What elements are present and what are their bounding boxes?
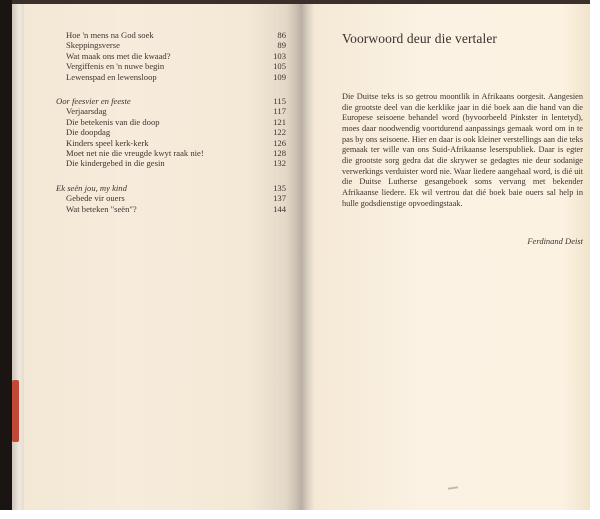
toc-entry-page: 105: [273, 61, 286, 72]
toc-entry-title: Die betekenis van die doop: [66, 116, 160, 127]
bottom-margin: [0, 510, 600, 519]
toc-entry: [56, 51, 286, 61]
toc-entry-title: Wat beteken "seën"?: [66, 203, 137, 214]
toc-heading: [56, 96, 286, 106]
translator-signature: Ferdinand Deist: [527, 236, 583, 246]
toc-entry-title: Die doopdag: [66, 127, 111, 138]
toc-section: [56, 96, 286, 169]
toc-entry: [56, 127, 286, 137]
toc-entry-page: 128: [273, 148, 286, 159]
toc-entry-title: Die kindergebed in die gesin: [66, 158, 165, 169]
toc-entry-title: Gebede vir ouers: [66, 193, 125, 204]
toc-section: [56, 30, 286, 82]
toc-entry: [56, 72, 286, 82]
toc-entry-page: 144: [273, 203, 286, 214]
toc-entry-page: 103: [273, 50, 286, 61]
toc-entry-title: Wat maak ons met die kwaad?: [66, 50, 171, 61]
toc-section: [56, 183, 286, 214]
toc-entry-page: 86: [277, 30, 286, 40]
foreword-title: Voorwoord deur die vertaler: [342, 31, 498, 46]
table-of-contents: [56, 30, 286, 222]
toc-entry-title: Skeppingsverse: [66, 40, 120, 51]
toc-entry-page: 126: [273, 137, 286, 148]
toc-entry-page: 137: [273, 193, 286, 204]
toc-entry-title: Hoe 'n mens na God soek: [66, 30, 154, 40]
toc-entry: [56, 148, 286, 158]
toc-entry: [56, 40, 286, 50]
book-gutter: [286, 4, 314, 510]
book-cover-edge: [0, 0, 12, 510]
toc-heading-title: Oor feesvier en feeste: [56, 96, 131, 107]
toc-entry: [56, 193, 286, 203]
right-margin: [590, 0, 600, 519]
toc-entry-title: Lewenspad en lewensloop: [66, 71, 157, 82]
toc-entry: [56, 106, 286, 116]
toc-heading-page: 115: [273, 96, 286, 107]
toc-entry: [56, 158, 286, 168]
toc-heading-page: 135: [273, 182, 286, 193]
toc-entry-title: Kinders speel kerk-kerk: [66, 137, 149, 148]
right-page: [314, 4, 590, 510]
toc-entry-page: 121: [273, 116, 286, 127]
toc-entry: [56, 61, 286, 71]
toc-entry-page: 132: [273, 158, 286, 169]
toc-entry: [56, 204, 286, 214]
toc-entry-title: Vergiffenis en 'n nuwe begin: [66, 61, 165, 72]
toc-entry-page: 117: [273, 106, 286, 117]
toc-heading: [56, 183, 286, 193]
toc-entry-title: Moet net nie die vreugde kwyt raak nie!: [66, 148, 204, 159]
toc-entry: [56, 30, 286, 40]
red-bookmark-tab: [12, 380, 19, 442]
toc-heading-title: Ek seën jou, my kind: [56, 182, 127, 193]
toc-entry: [56, 138, 286, 148]
toc-entry-page: 89: [277, 40, 286, 51]
toc-entry: [56, 117, 286, 127]
foreword-body: Die Duitse teks is so getrou moontlik in Afrikaans oorgesit. Aangesien die grootste deel van die kerklike jaar in dié boek aan die hand van die Europese seisoene behandel word (byvoorbeeld Pinkster in lentetyd), moes daar noodwendig voortdurend aanpassings gemaak word om in te pas by ons seisoene. Hier en daar is ook kleiner verstellings aan die teks gemaak ter wille van ons Suid-Afrikaanse leserspubliek. Daar is egter die grootste sorg gedra dat die skrywer se gedagtes nie deur sodanige verwerkings verduister word nie. Waar liedere aangehaal word, is dié uit die Duitse Lutherse gesangeboek soms vervang met bekender Afrikaanse liedere. Ek wil vertrou dat dié boek baie ouers sal help in hulle godsdienstige opvoedingstaak.: [342, 92, 583, 208]
toc-entry-title: Verjaarsdag: [66, 106, 107, 117]
toc-entry-page: 109: [273, 71, 286, 82]
toc-entry-page: 122: [273, 127, 286, 138]
